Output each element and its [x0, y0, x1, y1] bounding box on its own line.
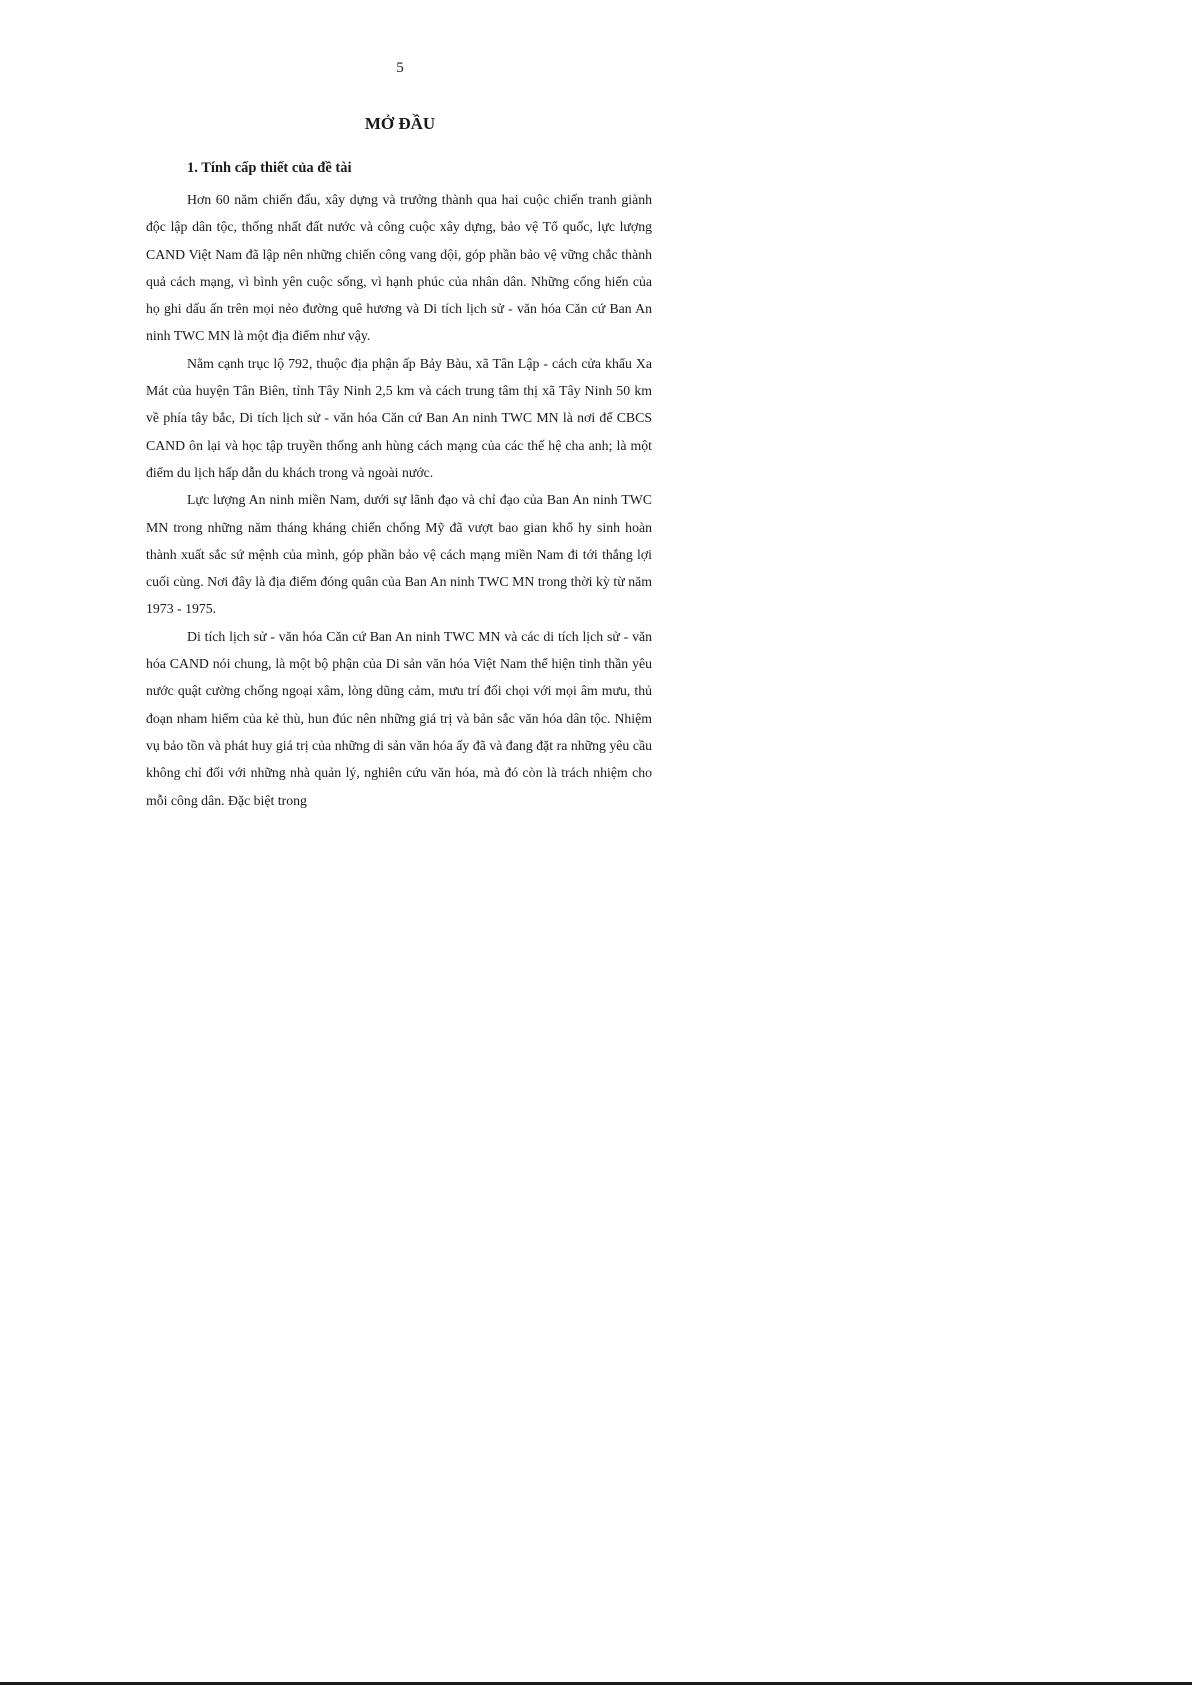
section-heading: 1. Tính cấp thiết của đề tài	[187, 160, 352, 176]
page-number: 5	[396, 60, 404, 76]
paragraph: Lực lượng An ninh miền Nam, dưới sự lãnh đạo và chỉ đạo của Ban An ninh TWC MN trong những năm tháng kháng chiến chống Mỹ đã vượt bao gian khổ hy sinh hoàn thành xuất sắc sứ mệnh của mình, góp phần bảo vệ cách mạng miền Nam đi tới thắng lợi cuối cùng. Nơi đây là địa điểm đóng quân của Ban An ninh TWC MN trong thời kỳ từ năm 1973 - 1975.	[146, 492, 652, 617]
document-title: MỞ ĐẦU	[364, 114, 436, 133]
paragraph: Hơn 60 năm chiến đấu, xây dựng và trưởng thành qua hai cuộc chiến tranh giành độc lập dân tộc, thống nhất đất nước và công cuộc xây dựng, bảo vệ Tổ quốc, lực lượng CAND Việt Nam đã lập nên những chiến công vang dội, góp phần bảo vệ vững chắc thành quả cách mạng, vì bình yên cuộc sống, vì hạnh phúc của nhân dân. Những cống hiến của họ ghi dấu ấn trên mọi nẻo đường quê hương và Di tích lịch sử - văn hóa Căn cứ Ban An ninh TWC MN là một địa điểm như vậy.	[146, 192, 652, 344]
paragraph: Di tích lịch sử - văn hóa Căn cứ Ban An ninh TWC MN và các di tích lịch sử - văn hóa CAND nói chung, là một bộ phận của Di sản văn hóa Việt Nam thể hiện tinh thần yêu nước quật cường chống ngoại xâm, lòng dũng cảm, mưu trí đối chọi với mọi âm mưu, thủ đoạn nham hiểm của kẻ thù, hun đúc nên những giá trị và bản sắc văn hóa dân tộc. Nhiệm vụ bảo tồn và phát huy giá trị của những di sản văn hóa ấy đã và đang đặt ra những yêu cầu không chỉ đối với những nhà quản lý, nghiên cứu văn hóa, mà đó còn là trách nhiệm cho mỗi công dân. Đặc biệt trong	[146, 628, 652, 808]
paragraph: Nằm cạnh trục lộ 792, thuộc địa phận ấp Bảy Bàu, xã Tân Lập - cách cửa khẩu Xa Mát của huyện Tân Biên, tỉnh Tây Ninh 2,5 km và cách trung tâm thị xã Tây Ninh 50 km về phía tây bắc, Di tích lịch sử - văn hóa Căn cứ Ban An ninh TWC MN là nơi để CBCS CAND ôn lại và học tập truyền thống anh hùng cách mạng của các thế hệ cha anh; là một điểm du lịch hấp dẫn du khách trong và ngoài nước.	[146, 355, 652, 480]
document-body	[146, 186, 652, 814]
